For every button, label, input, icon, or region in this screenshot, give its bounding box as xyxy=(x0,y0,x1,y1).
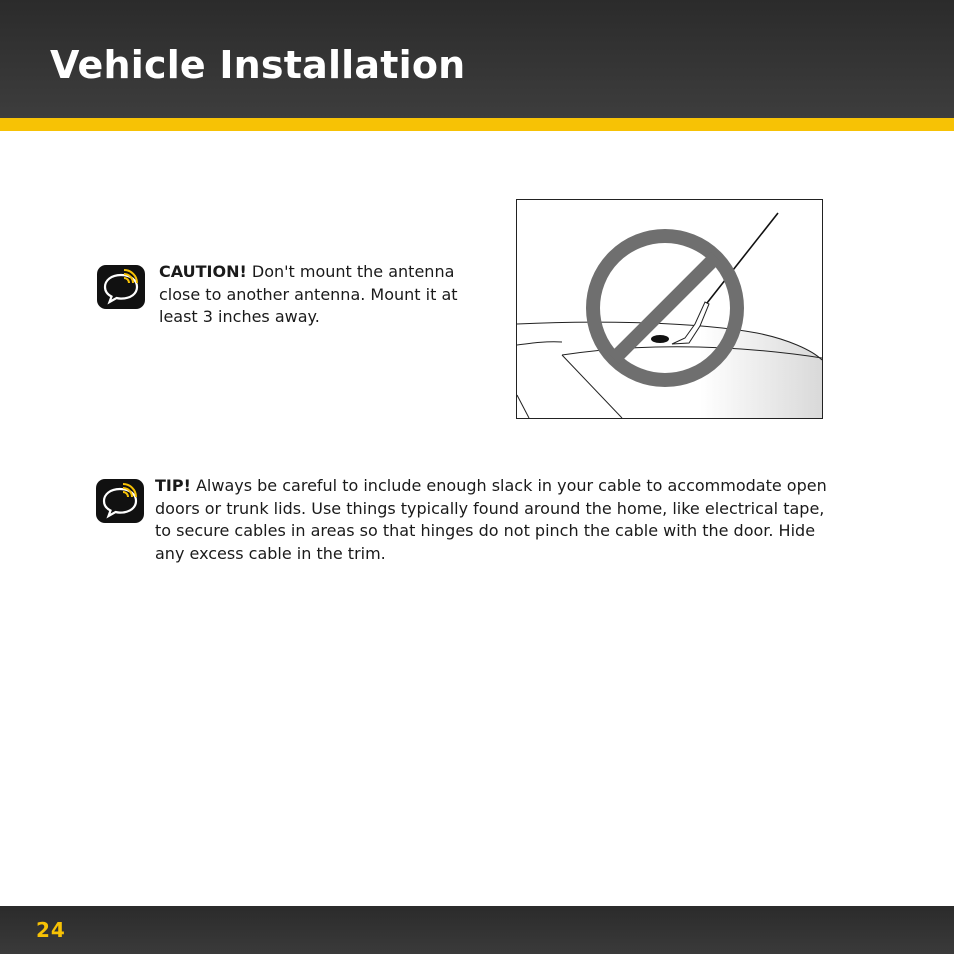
speech-bubble-icon xyxy=(96,479,144,523)
tip-note xyxy=(155,475,845,565)
caution-text: Don't mount the antenna close to another antenna. Mount it at least 3 inches away. xyxy=(159,262,458,326)
tip-label: TIP! xyxy=(155,476,191,495)
header-accent-bar xyxy=(0,118,954,131)
tip-text: Always be careful to include enough slack in your cable to accommodate open doors or trunk lids. Use things typically found around the home, like electrical tape, to secure cables in areas so that hinges do not pinch the cable with the door. Hide any excess cable in the trim. xyxy=(155,476,827,563)
page-header xyxy=(0,0,954,118)
speech-bubble-icon xyxy=(97,265,145,309)
page-title: Vehicle Installation xyxy=(50,43,466,87)
car-roof-antenna-image xyxy=(517,200,822,418)
page-number: 24 xyxy=(36,918,66,942)
page-footer xyxy=(0,906,954,954)
caution-label: CAUTION! xyxy=(159,262,247,281)
caution-note xyxy=(159,261,489,329)
antenna-illustration xyxy=(516,199,823,419)
